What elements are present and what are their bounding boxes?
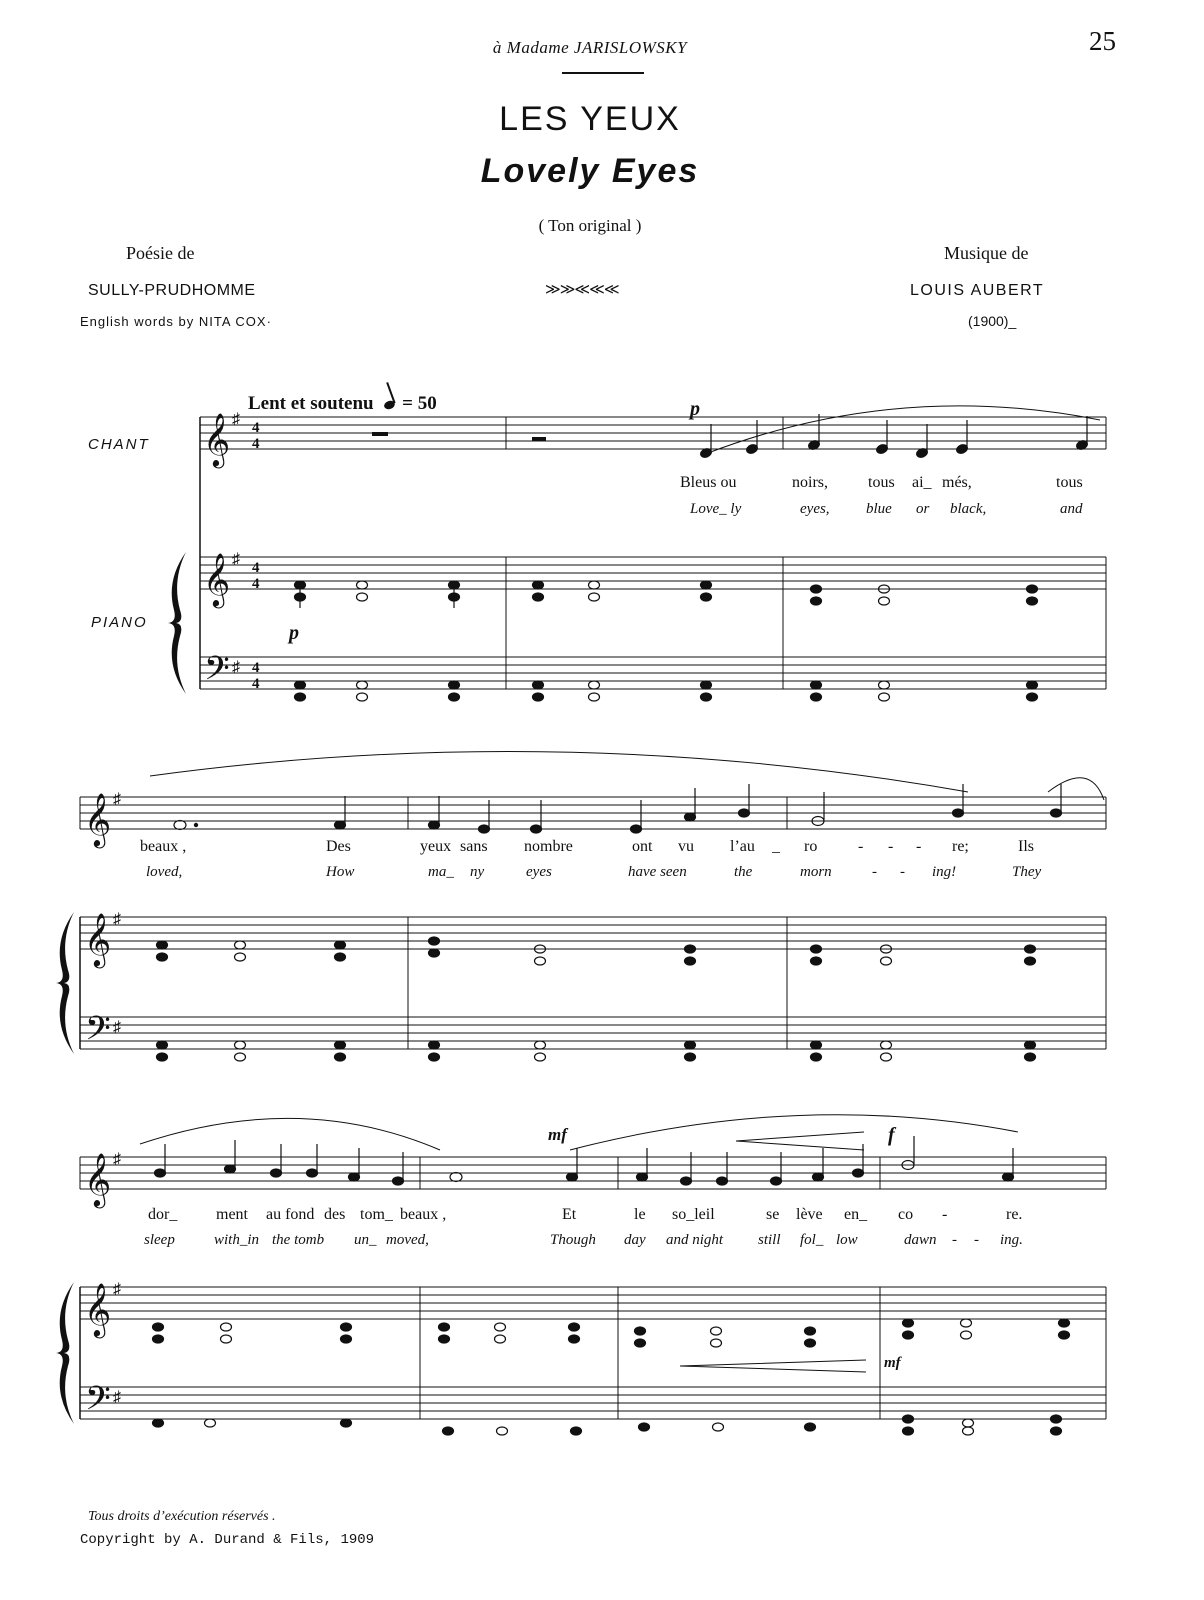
svg-text:𝄢: 𝄢 (204, 650, 230, 695)
lyric-fr-s2-5: nombre (524, 838, 573, 855)
lyric-fr-s3-1: dor_ (148, 1206, 178, 1223)
lyric-fr-s3-6: beaux , (400, 1206, 447, 1223)
lyric-en-s2-12: They (1012, 864, 1042, 880)
lyric-en-s2-11: ing! (932, 864, 957, 880)
system-1-piano-treble-staff (200, 557, 1106, 589)
system-2-piano-treble-staff (80, 917, 1106, 949)
svg-text:♯: ♯ (232, 551, 240, 568)
svg-text:𝄞: 𝄞 (84, 914, 112, 965)
system-1-piano-bass-staff (200, 657, 1106, 689)
lyric-en-s2-2: How (326, 864, 355, 880)
lyric-en-s3-14: - (974, 1232, 979, 1248)
composer-name: LOUIS AUBERT (910, 282, 1045, 299)
svg-text:♯: ♯ (232, 659, 240, 676)
system-2-voice-notes (174, 784, 1062, 833)
lyric-fr-s2-2: Des (326, 838, 351, 855)
whole-rest (372, 432, 388, 436)
ornament-divider: ≫≫≪≪≪ (545, 282, 619, 298)
tempo-text: Lent et soutenu (248, 393, 374, 414)
lyric-en-s2-10: - (900, 864, 905, 880)
lyric-fr-s2-3: yeux (420, 838, 452, 855)
title-french: LES YEUX (499, 100, 681, 138)
lyric-en-s3-4: un_ (354, 1232, 377, 1248)
lyric-en-s3-10: fol_ (800, 1232, 824, 1248)
half-rest (532, 437, 546, 441)
lyric-fr-s2-10: ro (804, 838, 818, 855)
lyric-fr-s2-9: _ (772, 838, 780, 855)
lyric-en-s3-2: with_in (214, 1232, 260, 1248)
lyric-en-s2-1: loved, (146, 864, 183, 880)
lyric-fr-s2-8: l’au (730, 838, 755, 855)
svg-text:4: 4 (252, 676, 260, 692)
svg-text:𝄞: 𝄞 (84, 1154, 112, 1205)
system-1-voice-staff (200, 417, 1106, 449)
lyric-en-s3-15: ing. (1000, 1232, 1023, 1248)
composition-year: (1900)_ (968, 313, 1017, 329)
lyric-en-s2-6: have seen (628, 864, 687, 880)
system-3-voice-staff (80, 1157, 1106, 1189)
metronome-value: = 50 (402, 393, 437, 414)
lyric-fr-s2-6: ont (632, 838, 653, 855)
lyric-fr-s1-4: ai_ (912, 474, 932, 491)
lyric-en-s3-1: sleep (144, 1232, 175, 1248)
lyric-en-s2-5: eyes (526, 864, 552, 880)
lyric-fr-s3-15: re. (1006, 1206, 1023, 1223)
system-3-piano-chords (153, 1319, 1070, 1435)
poetry-label: Poésie de (126, 243, 195, 263)
lyric-fr-s3-14: - (942, 1206, 948, 1223)
svg-text:𝄞: 𝄞 (203, 414, 231, 465)
lyric-en-s3-12: dawn (904, 1232, 937, 1248)
lyric-en-s3-3: the tomb (272, 1232, 325, 1248)
system-3-piano-bass-staff (80, 1387, 1106, 1419)
dynamic-f-voice: f (888, 1124, 895, 1146)
dynamic-p-voice: p (690, 398, 700, 420)
lyric-fr-s2-12: - (888, 838, 894, 855)
lyric-en-s3-6: Though (550, 1232, 596, 1248)
lyric-en-s3-8: and night (666, 1232, 724, 1248)
poet-name: SULLY-PRUDHOMME (88, 282, 256, 299)
page-number: 25 (1089, 26, 1116, 56)
system-2-piano-bass-staff (80, 1017, 1106, 1049)
svg-text:4: 4 (252, 660, 260, 676)
lyric-fr-s3-4: des (324, 1206, 346, 1223)
dynamic-mf-piano: mf (884, 1355, 901, 1371)
lyric-en-s2-7: the (734, 864, 753, 880)
dynamic-p-piano: p (289, 622, 299, 644)
lyric-fr-s3-11: lève (796, 1206, 823, 1223)
lyric-fr-s3-12: en_ (844, 1206, 868, 1223)
dedication: à Madame JARISLOWSKY (492, 38, 688, 57)
title-english: Lovely Eyes (480, 152, 700, 190)
svg-text:𝄞: 𝄞 (203, 554, 231, 605)
svg-text:♯: ♯ (113, 1281, 121, 1298)
system-1-piano-chords (295, 581, 1038, 701)
lyric-fr-s3-2: ment (216, 1206, 248, 1223)
music-label: Musique de (944, 243, 1029, 263)
lyric-en-s1-5: black, (950, 501, 987, 517)
dynamic-mf-voice: mf (548, 1125, 567, 1144)
voice-part-label: CHANT (88, 436, 150, 453)
lyric-fr-s3-10: se (766, 1206, 780, 1223)
lyric-fr-s2-7: vu (678, 838, 694, 855)
lyric-fr-s2-15: Ils (1018, 838, 1034, 855)
lyric-en-s2-3: ma_ (428, 864, 454, 880)
lyric-fr-s1-6: tous (1056, 474, 1083, 491)
lyric-en-s2-9: - (872, 864, 877, 880)
lyric-fr-s2-4: sans (460, 838, 488, 855)
copyright-notice: Copyright by A. Durand & Fils, 1909 (80, 1532, 375, 1548)
svg-text:♯: ♯ (232, 411, 240, 428)
lyric-en-s1-4: or (916, 501, 930, 517)
svg-text:𝄢: 𝄢 (85, 1380, 111, 1425)
svg-text:♯: ♯ (113, 791, 121, 808)
lyric-en-s2-8: morn (800, 864, 832, 880)
lyric-fr-s3-3: au fond (266, 1206, 315, 1223)
svg-text:♯: ♯ (113, 1389, 121, 1406)
lyric-fr-s1-2: noirs, (792, 474, 828, 491)
lyric-fr-s3-5: tom_ (360, 1206, 393, 1223)
piano-part-label: PIANO (91, 614, 148, 631)
lyric-fr-s2-13: - (916, 838, 922, 855)
lyric-en-s1-2: eyes, (800, 501, 830, 517)
lyric-fr-s2-14: re; (952, 838, 969, 855)
svg-text:4: 4 (252, 436, 260, 452)
lyric-en-s3-9: still (758, 1232, 781, 1248)
system-3-voice-notes (155, 1136, 1014, 1185)
lyric-en-s1-1: Love_ ly (690, 501, 742, 517)
svg-text:4: 4 (252, 576, 260, 592)
svg-text:♯: ♯ (113, 911, 121, 928)
lyric-fr-s3-7: Et (562, 1206, 577, 1223)
lyric-fr-s2-1: beaux , (140, 838, 187, 855)
lyric-fr-s1-1: Bleus ou (680, 474, 737, 491)
lyric-fr-s3-13: co (898, 1206, 914, 1223)
lyric-fr-s3-8: le (634, 1206, 646, 1223)
system-2-piano-chords (157, 937, 1036, 1061)
performance-rights-notice: Tous droits d’exécution réservés . (88, 1509, 276, 1524)
lyric-en-s2-4: ny (470, 864, 485, 880)
lyric-en-s3-11: low (836, 1232, 858, 1248)
lyric-en-s3-5: moved, (386, 1232, 429, 1248)
lyric-en-s1-3: blue (866, 501, 892, 517)
svg-text:4: 4 (252, 560, 260, 576)
svg-text:4: 4 (252, 420, 260, 436)
svg-text:♯: ♯ (113, 1151, 121, 1168)
lyric-fr-s1-3: tous (868, 474, 895, 491)
lyric-fr-s2-11: - (858, 838, 864, 855)
svg-text:♯: ♯ (113, 1019, 121, 1036)
lyric-en-s1-6: and (1060, 501, 1083, 517)
svg-text:𝄢: 𝄢 (85, 1010, 111, 1055)
svg-text:𝄞: 𝄞 (84, 794, 112, 845)
lyric-en-s3-13: - (952, 1232, 957, 1248)
lyric-en-s3-7: day (624, 1232, 646, 1248)
key-note: ( Ton original ) (538, 216, 642, 235)
system-3-piano-treble-staff (80, 1287, 1106, 1319)
svg-text:𝄞: 𝄞 (84, 1284, 112, 1335)
translator-credit: English words by NITA COX· (80, 314, 272, 329)
lyric-fr-s1-5: més, (942, 474, 972, 491)
lyric-fr-s3-9: so_leil (672, 1206, 715, 1223)
